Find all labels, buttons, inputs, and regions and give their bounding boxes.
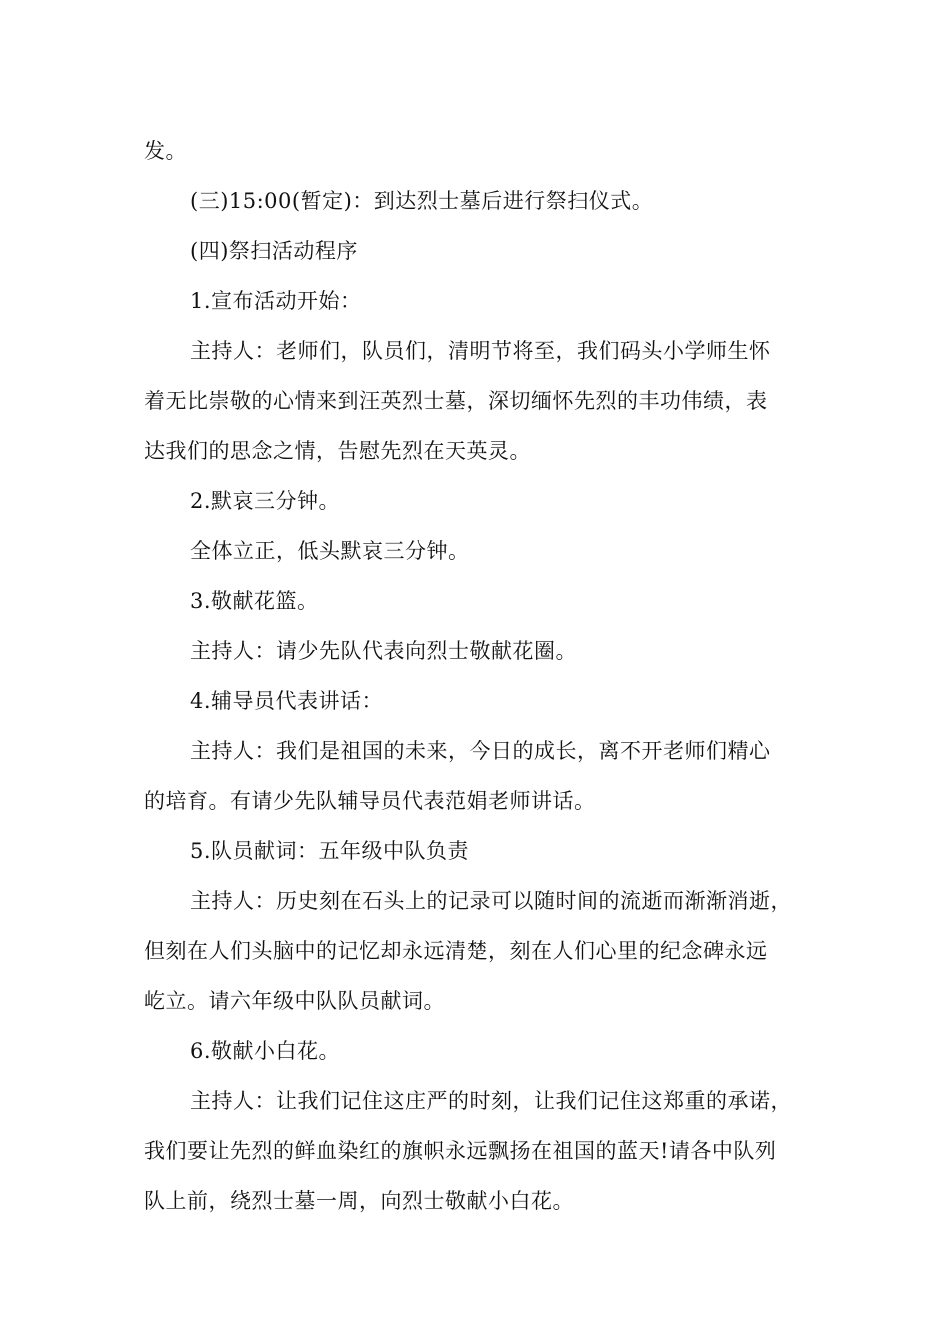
paragraph-line: 的培育。有请少先队辅导员代表范娟老师讲话。	[144, 789, 596, 813]
step-heading: 6.敬献小白花。	[190, 1039, 341, 1063]
section-heading: (四)祭扫活动程序	[190, 239, 358, 263]
paragraph-line: 主持人：历史刻在石头上的记录可以随时间的流逝而渐渐消逝，	[190, 889, 792, 913]
paragraph-line: 主持人：我们是祖国的未来，今日的成长，离不开老师们精心	[190, 739, 771, 763]
paragraph-line: (三)15:00(暂定)：到达烈士墓后进行祭扫仪式。	[190, 189, 654, 213]
step-heading: 1.宣布活动开始：	[190, 289, 362, 313]
step-heading: 2.默哀三分钟。	[190, 489, 341, 513]
paragraph-line: 全体立正，低头默哀三分钟。	[190, 539, 470, 563]
paragraph-line: 达我们的思念之情，告慰先烈在天英灵。	[144, 439, 531, 463]
step-heading: 4.辅导员代表讲话：	[190, 689, 384, 713]
paragraph-line: 队上前，绕烈士墓一周，向烈士敬献小白花。	[144, 1189, 574, 1213]
step-heading: 5.队员献词：五年级中队负责	[190, 839, 470, 863]
paragraph-line: 主持人：让我们记住这庄严的时刻，让我们记住这郑重的承诺，	[190, 1089, 792, 1113]
paragraph-line: 发。	[144, 139, 187, 163]
paragraph-line: 但刻在人们头脑中的记忆却永远清楚，刻在人们心里的纪念碑永远	[144, 939, 768, 963]
paragraph-line: 主持人：请少先队代表向烈士敬献花圈。	[190, 639, 577, 663]
step-heading: 3.敬献花篮。	[190, 589, 319, 613]
paragraph-line: 主持人：老师们，队员们，清明节将至，我们码头小学师生怀	[190, 339, 771, 363]
paragraph-line: 屹立。请六年级中队队员献词。	[144, 989, 445, 1013]
paragraph-line: 我们要让先烈的鲜血染红的旗帜永远飘扬在祖国的蓝天!请各中队列	[144, 1139, 777, 1163]
paragraph-line: 着无比崇敬的心情来到汪英烈士墓，深切缅怀先烈的丰功伟绩，表	[144, 389, 768, 413]
